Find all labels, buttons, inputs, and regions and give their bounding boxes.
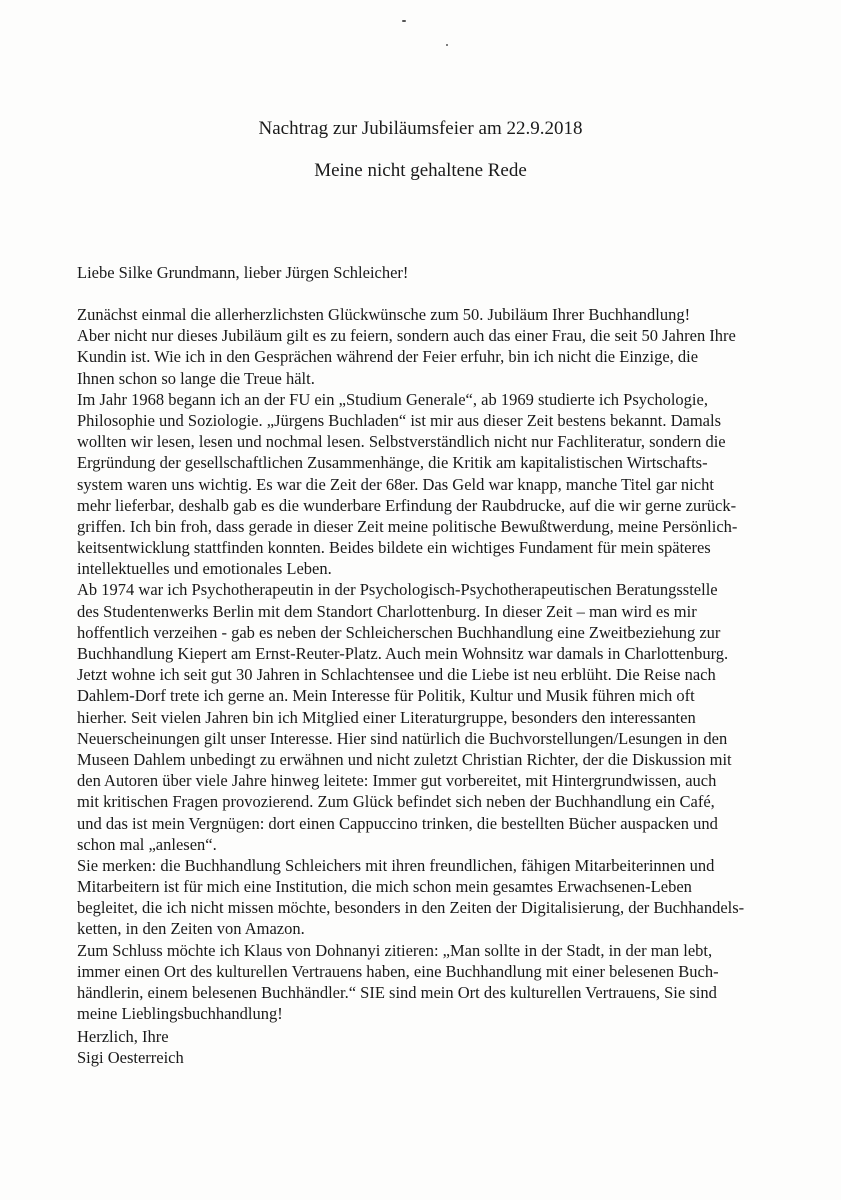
body-line: Kundin ist. Wie ich in den Gesprächen während der Feier erfuhr, bin ich nicht die Einzige, die [77, 347, 699, 367]
body-line: Mitarbeitern ist für mich eine Institution, die mich schon mein gesamtes Erwachsenen-Leben [77, 877, 692, 897]
body-line: griffen. Ich bin froh, dass gerade in dieser Zeit meine politische Bewußtwerdung, meine Persönlich- [77, 516, 738, 536]
document-subtitle: Meine nicht gehaltene Rede [314, 160, 527, 181]
body-line: system waren uns wichtig. Es war die Zeit der 68er. Das Geld war knapp, manche Titel gar nicht [77, 474, 714, 494]
closing-greeting: Herzlich, Ihre [77, 1027, 169, 1046]
body-line: schon mal „anlesen“. [77, 834, 217, 854]
body-line: Ergründung der gesellschaftlichen Zusammenhänge, die Kritik am kapitalistischen Wirtschafts- [77, 453, 708, 473]
body-line: Aber nicht nur dieses Jubiläum gilt es zu feiern, sondern auch das einer Frau, die seit 50 Jahren Ihre [77, 326, 736, 346]
body-line: Ihnen schon so lange die Treue hält. [77, 368, 315, 388]
body-line: begleitet, die ich nicht missen möchte, besonders in den Zeiten der Digitalisierung, der Buchhandels- [77, 898, 745, 918]
body-line: händlerin, einem belesenen Buchhändler.“ SIE sind mein Ort des kulturellen Vertrauens, Sie sind [77, 983, 717, 1002]
body-line: Museen Dahlem unbedingt zu erwähnen und nicht zuletzt Christian Richter, der die Diskussion mit [77, 749, 732, 769]
body-line: hoffentlich verzeihen - gab es neben der Schleicherschen Buchhandlung eine Zweitbeziehung zur [77, 622, 721, 642]
body-line: ketten, in den Zeiten von Amazon. [77, 919, 305, 939]
signature-name: Sigi Oesterreich [77, 1048, 184, 1068]
body-line: des Studentenwerks Berlin mit dem Standort Charlottenburg. In dieser Zeit – man wird es mir [77, 601, 697, 621]
body-line: Dahlem-Dorf trete ich gerne an. Mein Interesse für Politik, Kultur und Musik führen mich oft [77, 686, 695, 706]
body-line: mehr lieferbar, deshalb gab es die wunderbare Erfindung der Raubdrucke, auf die wir gerne zurück- [77, 495, 737, 515]
body-line: mit kritischen Fragen provozierend. Zum Glück befindet sich neben der Buchhandlung ein Café, [77, 792, 715, 812]
body-line: Neuerscheinungen gilt unser Interesse. Hier sind natürlich die Buchvorstellungen/Lesungen in den [77, 728, 728, 748]
salutation: Liebe Silke Grundmann, lieber Jürgen Schleicher! [77, 263, 409, 282]
letter-body [77, 304, 777, 1024]
body-line: meine Lieblingsbuchhandlung! [77, 1004, 283, 1024]
body-line: immer einen Ort des kulturellen Vertrauens haben, eine Buchhandlung mit einer belesenen Buch- [77, 961, 719, 981]
body-line: intellektuelles und emotionales Leben. [77, 559, 332, 579]
body-line: wollten wir lesen, lesen und nochmal lesen. Selbstverständlich nicht nur Fachliteratur, sondern die [77, 432, 726, 452]
body-line: Ab 1974 war ich Psychotherapeutin in der Psychologisch-Psychotherapeutischen Beratungsstelle [77, 580, 718, 600]
body-line: und das ist mein Vergnügen: dort einen Cappuccino trinken, die bestellten Bücher auspacken und [77, 813, 718, 833]
body-line: den Autoren über viele Jahre hinweg leitete: Immer gut vorbereitet, mit Hintergrundwissen, auch [77, 771, 717, 791]
body-line: hierher. Seit vielen Jahren bin ich Mitglied einer Literaturgruppe, besonders den interessanten [77, 707, 696, 727]
body-line: keitsentwicklung stattfinden konnten. Beides bildete ein wichtiges Fundament für mein späteres [77, 538, 711, 558]
body-line: Jetzt wohne ich seit gut 30 Jahren in Schlachtensee und die Liebe ist neu erblüht. Die Reise nach [77, 665, 716, 685]
scan-speck [402, 20, 406, 22]
letter-closing [77, 1026, 184, 1068]
body-line: Zum Schluss möchte ich Klaus von Dohnanyi zitieren: „Man sollte in der Stadt, in der man lebt, [77, 940, 713, 960]
body-line: Im Jahr 1968 begann ich an der FU ein „Studium Generale“, ab 1969 studierte ich Psychologie, [77, 389, 708, 409]
body-line: Zunächst einmal die allerherzlichsten Glückwünsche zum 50. Jubiläum Ihrer Buchhandlung! [77, 305, 691, 324]
body-line: Philosophie und Soziologie. „Jürgens Buchladen“ ist mir aus dieser Zeit bestens bekannt. Damals [77, 410, 721, 430]
body-line: Sie merken: die Buchhandlung Schleichers mit ihren freundlichen, fähigen Mitarbeiterinnen und [77, 855, 715, 875]
scan-speck [446, 44, 448, 46]
document-title: Nachtrag zur Jubiläumsfeier am 22.9.2018 [258, 118, 583, 139]
body-line: Buchhandlung Kiepert am Ernst-Reuter-Platz. Auch mein Wohnsitz war damals in Charlottenburg. [77, 644, 729, 663]
